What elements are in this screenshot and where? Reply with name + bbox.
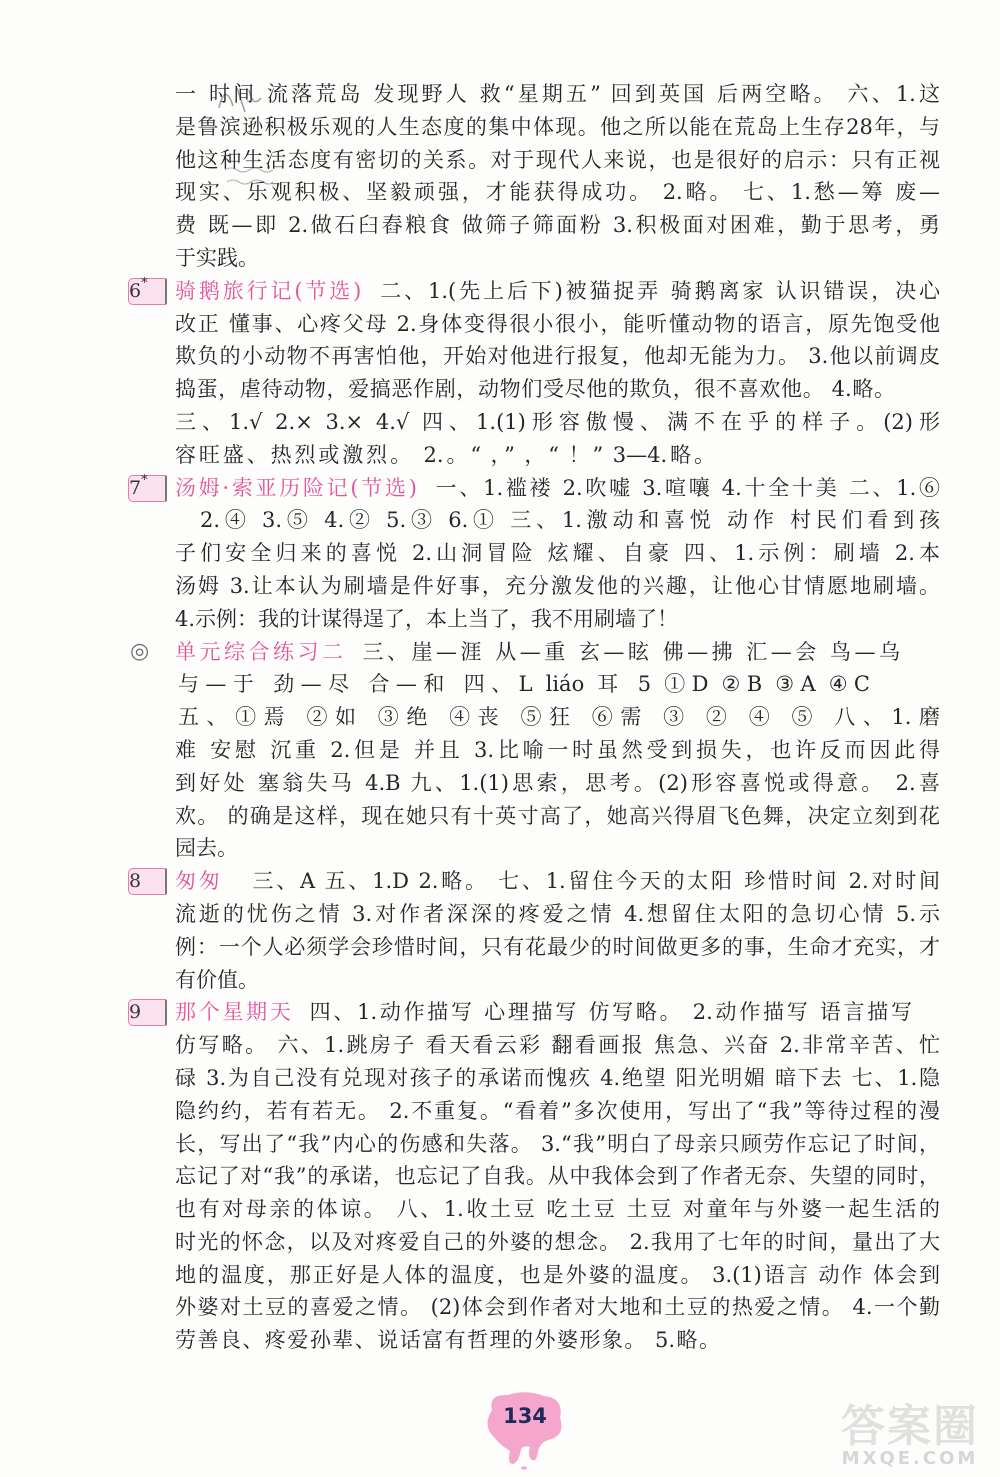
answer-line: 2.④ 3.⑤ 4.② 5.③ 6.① 三、1.激动和喜悦 动作 村民们看到孩 (200, 508, 940, 533)
lesson-title: 单元综合练习二 (175, 639, 347, 664)
optional-lesson-star: * (141, 473, 148, 489)
lesson-number-badge (128, 475, 167, 502)
lesson-heading-line (0, 472, 940, 505)
optional-lesson-star: * (141, 276, 148, 292)
lesson-title: 骑鹅旅行记(节选) (175, 278, 362, 303)
answer-line: 与—于 劲—尽 合—和 四、L liáo 耳 5 ①D ②B ③A ④C (178, 672, 870, 697)
watermark-url: MXQE.COM (841, 1448, 979, 1469)
lesson-heading-line (0, 636, 900, 669)
answer-line: 忘记了对“我”的承诺，也忘记了自我。从中我体会到了作者无奈、失望的同时， (175, 1164, 940, 1189)
answer-line: 长，写出了“我”内心的伤感和失落。 3.“我”明白了母亲只顾劳作忘记了时间， (175, 1131, 940, 1156)
answer-line: 碌 3.为自己没有兑现对孩子的承诺而愧疚 4.绝望 阳光明媚 暗下去 七、1.隐 (175, 1065, 940, 1090)
lesson-heading-line (0, 865, 940, 898)
page-number: 134 (503, 1404, 547, 1428)
answer-line: 现实、乐观积极、坚毅顽强，才能获得成功。 2.略。 七、1.愁—筹 废— (175, 180, 940, 205)
watermark-logo (826, 1390, 994, 1474)
answer-line: 到好处 塞翁失马 4.B 九、1.(1)思索，思考。(2)形容喜悦或得意。 2.喜 (175, 770, 940, 795)
answer-line: 是鲁滨逊积极乐观的人生态度的集中体现。他之所以能在荒岛上生存28年，与 (175, 114, 940, 139)
lesson-number: 6 (129, 279, 142, 302)
answer-line: 三、1.√ 2.× 3.× 4.√ 四、1.(1)形容傲慢、满不在乎的样子。(2)形 (175, 409, 940, 434)
answer-line: 欺负的小动物不再害怕他，开始对他进行报复，他却无能为力。 3.他以前调皮 (175, 344, 940, 369)
answer-line: 欢。 的确是这样，现在她只有十英寸高了，她高兴得眉飞色舞，决定立刻到花 (175, 803, 940, 828)
answer-line: 劳善良、疼爱孙辈、说话富有哲理的外婆形象。 5.略。 (175, 1328, 720, 1353)
answer-line: 时光的怀念，以及对疼爱自己的外婆的想念。 2.我用了七年的时间，量出了大 (175, 1229, 940, 1254)
answer-line: 难 安慰 沉重 2.但是 并且 3.比喻一时虽然受到损失，也许反而因此得 (175, 737, 940, 762)
answer-line: 也有对母亲的体谅。 八、1.收土豆 吃土豆 土豆 对童年与外婆一起生活的 (175, 1197, 940, 1222)
answer-line: 隐约约，若有若无。 2.不重复。“看着”多次使用，写出了“我”等待过程的漫 (175, 1098, 940, 1123)
answer-line: 容旺盛、热烈或激烈。 2.。“ ，” ，“ ！” 3—4.略。 (175, 442, 715, 467)
answer-line: 园去。 (175, 836, 238, 861)
answer-text: 二、1.(先上后下)被猫捉弄 骑鹅离家 认识错误，决心 (377, 278, 940, 303)
answer-text: 三、崖—涯 从—重 玄—眩 佛—拂 汇—会 鸟—乌 (362, 639, 900, 664)
answer-line: 4.示例：我的计谋得逞了，本上当了，我不用刷墙了！ (175, 606, 679, 631)
lesson-number-badge (128, 999, 167, 1026)
lesson-number-badge (128, 868, 167, 895)
answer-body (0, 78, 1000, 1357)
answer-line: 改正 懂事、心疼父母 2.身体变得很小很小，能听懂动物的语言，原先饱受他 (175, 311, 940, 336)
lesson-number: 8 (129, 870, 142, 893)
watermark-brand: 答案圈 (841, 1401, 979, 1452)
answer-line: 一 时间 流落荒岛 发现野人 救“星期五” 回到英国 后两空略。 六、1.这 (175, 82, 940, 106)
answer-line: 子们安全归来的喜悦 2.山洞冒险 炫耀、自豪 四、1.示例：刷墙 2.本 (175, 541, 940, 566)
answer-text: 四、1.动作描写 心理描写 仿写略。 2.动作描写 语言描写 (309, 1000, 913, 1025)
lesson-title: 汤姆·索亚历险记(节选) (175, 475, 417, 500)
page-number-badge (480, 1388, 570, 1470)
lesson-title: 匆匆 (175, 869, 223, 894)
lesson-number-badge (128, 278, 167, 305)
answer-line: 流逝的忧伤之情 3.对作者深深的疼爱之情 4.想留住太阳的急切心情 5.示 (175, 901, 940, 926)
answer-line: 捣蛋，虐待动物，爱搞恶作剧，动物们受尽他的欺负，很不喜欢他。 4.略。 (175, 377, 895, 402)
lesson-heading-line (0, 275, 940, 308)
answer-text: 一、1.褴褛 2.吹嘘 3.喧嚷 4.十全十美 二、1.⑥ (432, 475, 940, 500)
answer-line: 外婆对土豆的喜爱之情。 (2)体会到作者对大地和土豆的热爱之情。 4.一个勤 (175, 1295, 940, 1320)
answer-line: 地的温度，那正好是人体的温度，也是外婆的温度。 3.(1)语言 动作 体会到 (175, 1262, 940, 1287)
answer-line: 汤姆 3.让本认为刷墙是件好事，充分激发他的兴趣，让他心甘情愿地刷墙。 (175, 573, 940, 598)
lesson-heading-line (0, 996, 912, 1029)
lesson-title: 那个星期天 (175, 1000, 294, 1025)
answer-line: 例：一个人必须学会珍惜时间，只有花最少的时间做更多的事，生命才充实，才 (175, 934, 940, 959)
lesson-number: 9 (129, 1001, 142, 1024)
answer-text: 三、A 五、1.D 2.略。 七、1.留住今天的太阳 珍惜时间 2.对时间 (252, 869, 940, 894)
answer-line: 他这种生活态度有密切的关系。对于现代人来说，也是很好的启示：只有正视 (175, 147, 940, 172)
answer-line: 费 既—即 2.做石臼舂粮食 做筛子筛面粉 3.积极面对困难，勤于思考，勇 (175, 213, 940, 238)
answer-line: 于实践。 (175, 245, 259, 270)
pink-blob-shape (480, 1388, 570, 1470)
answer-line: 仿写略。 六、1.跳房子 看天看云彩 翻看画报 焦急、兴奋 2.非常辛苦、忙 (175, 1033, 940, 1058)
answer-line: 有价值。 (175, 967, 259, 992)
lesson-number: 7 (129, 476, 142, 499)
unit-review-circle-icon: ◎ (130, 638, 150, 664)
answer-line: 五、①焉 ②如 ③绝 ④丧 ⑤狂 ⑥需 ③ ② ④ ⑤ 八、1.磨 (178, 705, 940, 730)
